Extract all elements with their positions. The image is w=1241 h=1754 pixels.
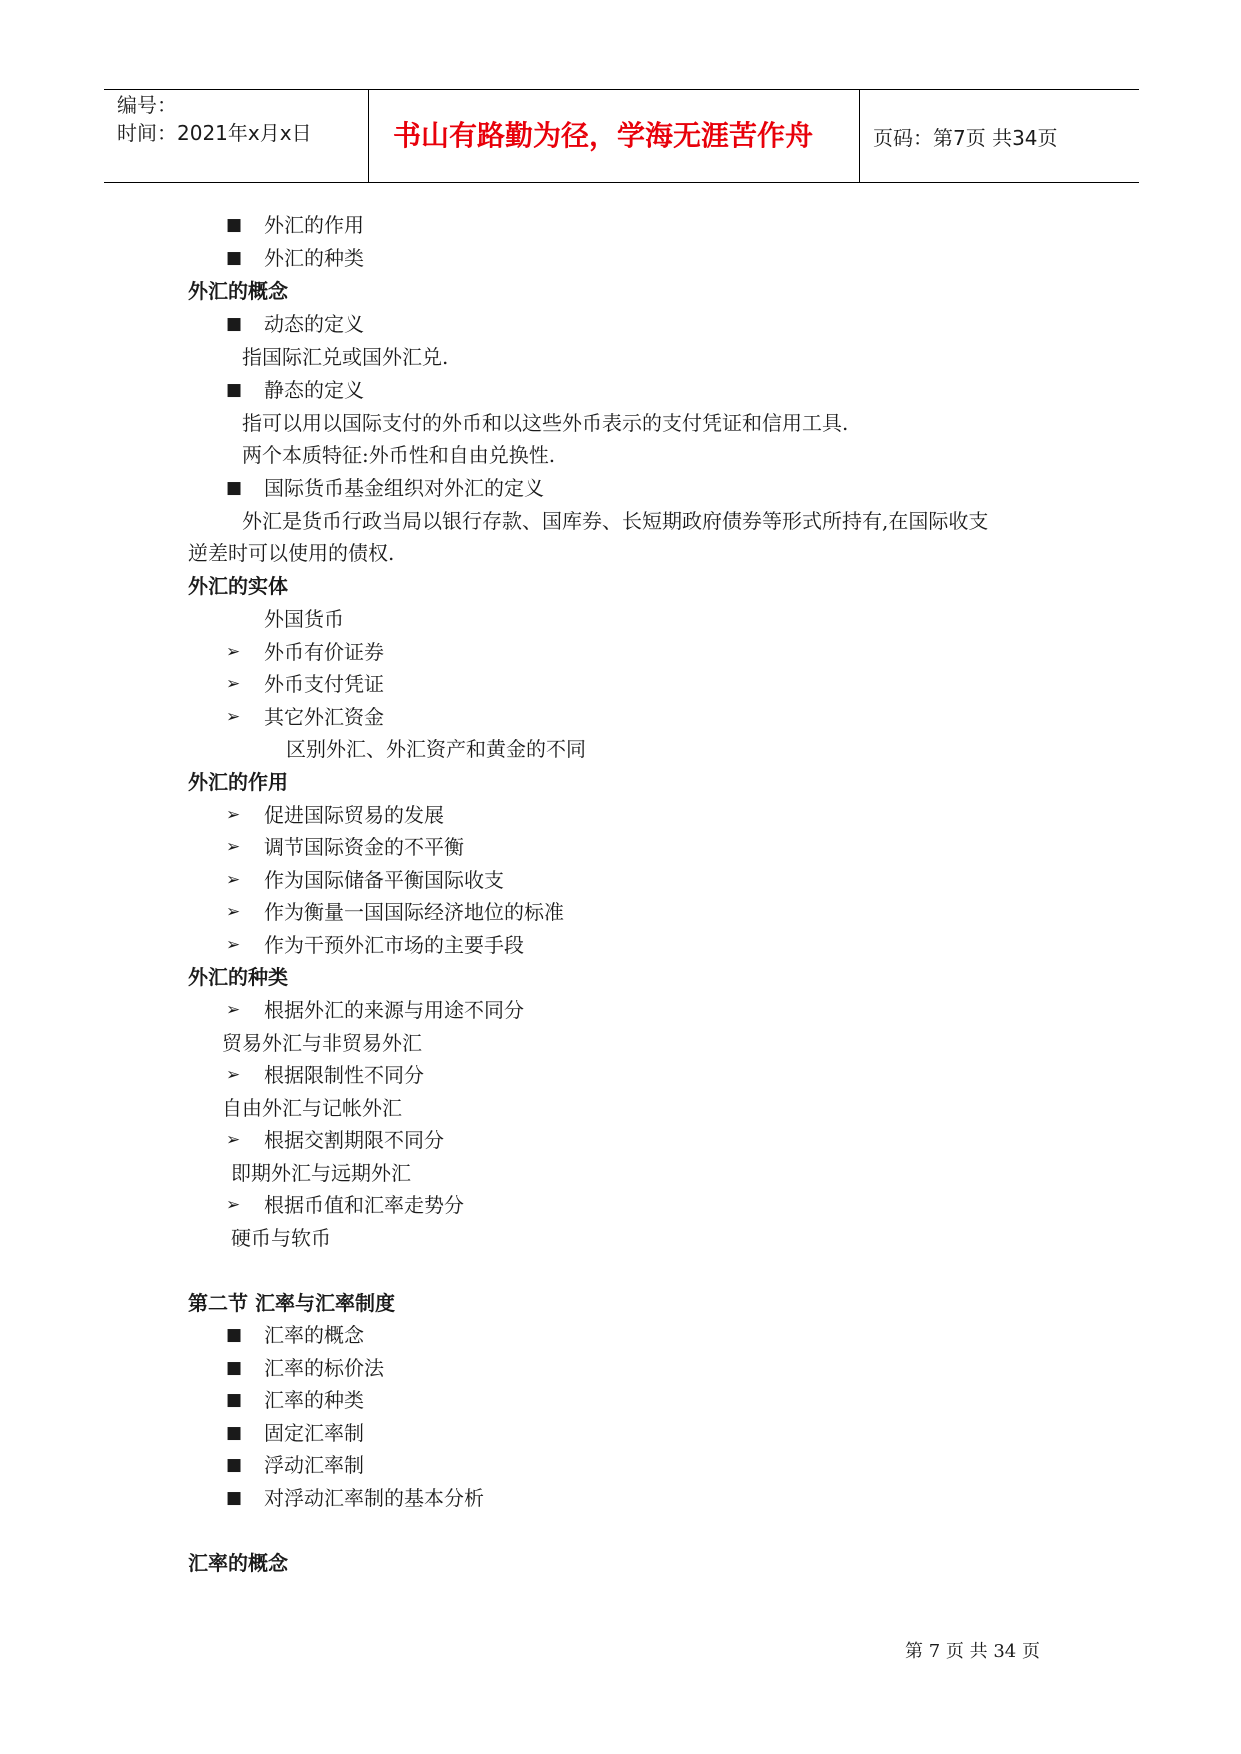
list-item: 汇率的种类 (264, 1388, 364, 1412)
header-top-rule (104, 89, 1139, 90)
arrow-bullet-icon: ➢ (226, 674, 241, 694)
paragraph: 指国际汇兑或国外汇兑. (242, 345, 449, 369)
list-item: 浮动汇率制 (264, 1453, 364, 1477)
list-item: 根据交割期限不同分 (264, 1128, 444, 1152)
list-item: 促进国际贸易的发展 (264, 803, 444, 827)
paragraph: 指可以用以国际支付的外币和以这些外币表示的支付凭证和信用工具. (242, 411, 849, 435)
header-time-label: 时间：2021年x月x日 (117, 121, 312, 145)
chapter-heading: 第二节 汇率与汇率制度 (188, 1291, 395, 1315)
paragraph: 区别外汇、外汇资产和黄金的不同 (286, 737, 586, 761)
arrow-bullet-icon: ➢ (226, 837, 241, 857)
list-item: 国际货币基金组织对外汇的定义 (264, 476, 544, 500)
list-item: 作为干预外汇市场的主要手段 (264, 933, 524, 957)
list-item: 动态的定义 (264, 312, 364, 336)
arrow-bullet-icon: ➢ (226, 1000, 241, 1020)
arrow-bullet-icon: ➢ (226, 902, 241, 922)
list-item: 外币有价证券 (264, 640, 384, 664)
arrow-bullet-icon: ➢ (226, 1065, 241, 1085)
list-item: 静态的定义 (264, 378, 364, 402)
square-bullet-icon: ■ (226, 1325, 243, 1345)
square-bullet-icon: ■ (226, 1390, 243, 1410)
header-motto: 书山有路勤为径，学海无涯苦作舟 (393, 119, 814, 152)
paragraph: 逆差时可以使用的债权. (188, 541, 395, 565)
square-bullet-icon: ■ (226, 1358, 243, 1378)
paragraph: 自由外汇与记帐外汇 (222, 1096, 402, 1120)
square-bullet-icon: ■ (226, 314, 243, 334)
list-item: 根据外汇的来源与用途不同分 (264, 998, 524, 1022)
square-bullet-icon: ■ (226, 215, 243, 235)
list-item: 其它外汇资金 (264, 705, 384, 729)
list-item: 对浮动汇率制的基本分析 (264, 1486, 484, 1510)
header-bottom-rule (104, 182, 1139, 183)
list-item: 汇率的概念 (264, 1323, 364, 1347)
section-heading: 外汇的实体 (188, 574, 288, 598)
header-number-label: 编号： (117, 93, 177, 117)
arrow-bullet-icon: ➢ (226, 870, 241, 890)
section-heading: 外汇的概念 (188, 279, 288, 303)
list-item: 固定汇率制 (264, 1421, 364, 1445)
list-item: 外币支付凭证 (264, 672, 384, 696)
list-item: 作为衡量一国国际经济地位的标准 (264, 900, 564, 924)
header-divider-right (859, 89, 860, 183)
list-item: 汇率的标价法 (264, 1356, 384, 1380)
arrow-bullet-icon: ➢ (226, 935, 241, 955)
list-item: 根据币值和汇率走势分 (264, 1193, 464, 1217)
square-bullet-icon: ■ (226, 1423, 243, 1443)
square-bullet-icon: ■ (226, 1455, 243, 1475)
header-page-label: 页码：第7页 共34页 (873, 126, 1058, 150)
list-item: 根据限制性不同分 (264, 1063, 424, 1087)
arrow-bullet-icon: ➢ (226, 805, 241, 825)
square-bullet-icon: ■ (226, 1488, 243, 1508)
section-heading: 外汇的作用 (188, 770, 288, 794)
paragraph: 即期外汇与远期外汇 (231, 1161, 411, 1185)
list-item: 外汇的作用 (264, 213, 364, 237)
paragraph: 外汇是货币行政当局以银行存款、国库券、长短期政府债券等形式所持有,在国际收支 (242, 509, 989, 533)
arrow-bullet-icon: ➢ (226, 1195, 241, 1215)
arrow-bullet-icon: ➢ (226, 1130, 241, 1150)
paragraph: 硬币与软币 (231, 1226, 331, 1250)
section-heading: 汇率的概念 (188, 1551, 288, 1575)
list-item: 外汇的种类 (264, 246, 364, 270)
list-item: 作为国际储备平衡国际收支 (264, 868, 504, 892)
arrow-bullet-icon: ➢ (226, 642, 241, 662)
square-bullet-icon: ■ (226, 478, 243, 498)
square-bullet-icon: ■ (226, 380, 243, 400)
header-divider-left (368, 89, 369, 183)
list-item: 外国货币 (264, 607, 344, 631)
square-bullet-icon: ■ (226, 248, 243, 268)
paragraph: 两个本质特征:外币性和自由兑换性. (242, 443, 556, 467)
list-item: 调节国际资金的不平衡 (264, 835, 464, 859)
footer-page-number: 第 7 页 共 34 页 (905, 1641, 1040, 1662)
arrow-bullet-icon: ➢ (226, 707, 241, 727)
paragraph: 贸易外汇与非贸易外汇 (222, 1031, 422, 1055)
section-heading: 外汇的种类 (188, 965, 288, 989)
